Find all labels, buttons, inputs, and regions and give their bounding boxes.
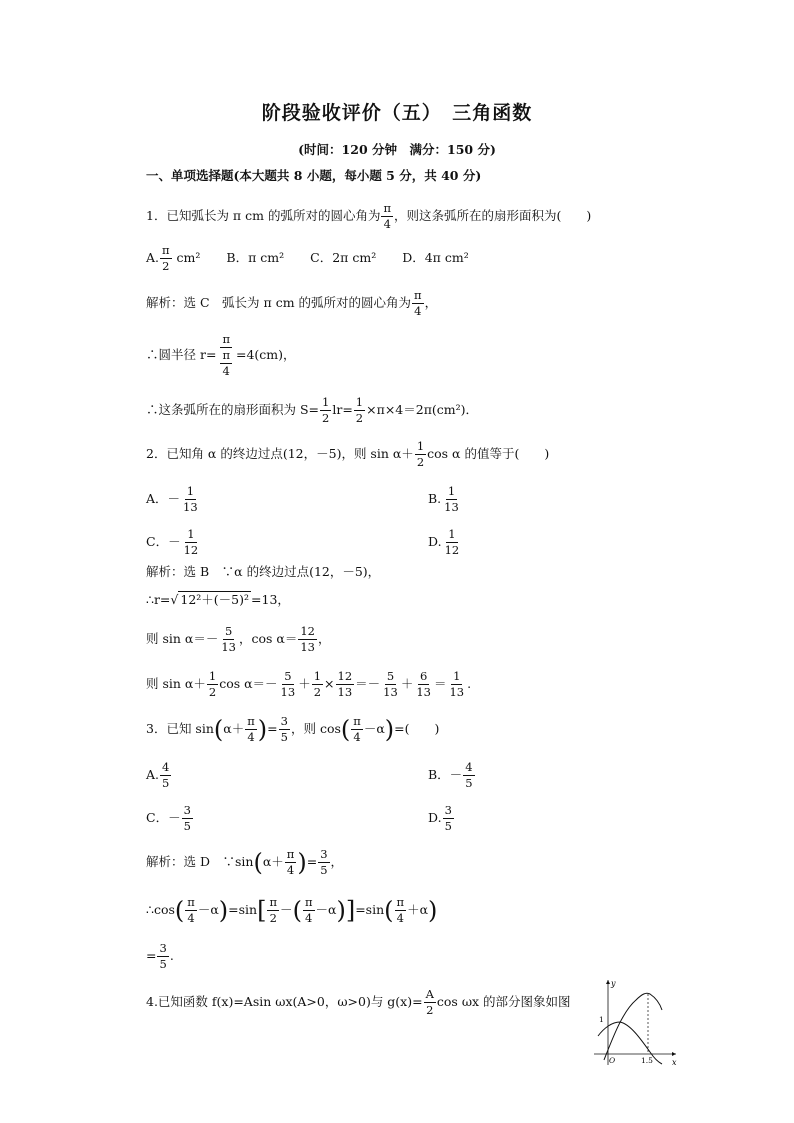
q1-option-d: D．4π cm² [402, 250, 469, 265]
q4-function-graph [592, 974, 682, 1066]
q2-solution-2: ∴r=√ 12²＋(－5)² =13， [146, 592, 290, 607]
exam-time-score: (时间：120 分钟 满分：150 分) [298, 142, 496, 157]
q3-option-c: C．－ $\frac{3}{5}$ [146, 803, 191, 833]
x-axis-label: x [672, 1058, 677, 1066]
origin-label: O [609, 1056, 616, 1065]
q3-option-b: B．－ $\frac{4}{5}$ [428, 760, 473, 790]
q3-solution-2: ∴cos( $\frac{\pi}{4}$ －α)=sin[ $\frac{\pi}{2}$ －( $\frac{\pi}{4}$ －α)]=sin( $\frac{\pi}{4}$ ＋α) [146, 895, 438, 925]
q2-stem: 2．已知角 α 的终边过点(12，－5)，则 sin α＋ $\frac{1}{2}$ cos α 的值等于( ) [146, 439, 550, 469]
q2-solution-1: 解析：选 B ∵α 的终边过点(12，－5)， [146, 564, 381, 579]
q1-stem: 1．已知弧长为 π cm 的弧所对的圆心角为 $\frac{\pi}{4}$ ，则这条弧所在的扇形面积为( ) [146, 201, 592, 231]
q1-option-a: A. $\frac{\pi}{2}$ cm² [146, 243, 201, 273]
q2-option-b: B. $\frac{1}{13}$ [428, 484, 459, 514]
q1-solution-1: 解析：选 C 弧长为 π cm 的弧所对的圆心角为 $\frac{\pi}{4}$ ， [146, 288, 438, 318]
q3-solution-3: = $\frac{3}{5}$ . [146, 941, 174, 971]
q3-solution-1: 解析：选 D ∵sin(α＋ $\frac{\pi}{4}$ )= $\frac{3}{5}$ ， [146, 847, 344, 877]
q1-option-b: B．π cm² [226, 250, 285, 265]
q3-stem: 3．已知 sin(α＋ $\frac{\pi}{4}$ )= $\frac{3}{5}$ ，则 cos( $\frac{\pi}{4}$ －α)=( ) [146, 714, 440, 744]
curve-f [604, 993, 662, 1060]
x-tick-label: 1.5 [641, 1056, 653, 1065]
q1-solution-3: ∴这条弧所在的扇形面积为 S= $\frac{1}{2}$ lr= $\frac{1}{2}$ ×π×4＝2π(cm²)． [146, 395, 479, 425]
q2-solution-3: 则 sin α＝－ $\frac{5}{13}$ ，cos α＝ $\frac{12}{13}$ ， [146, 624, 331, 654]
q4-stem: 4.已知函数 f(x)=Asin ωx(A>0，ω>0)与 g(x)= $\frac{A}{2}$ cos ωx 的部分图象如图 [146, 987, 571, 1017]
q1-solution-2: ∴圆半径 r= $\frac{\pi}{\frac{\pi}{4}}$ =4(cm)， [146, 332, 296, 378]
x-axis-arrow [672, 1052, 676, 1056]
y-axis-label: y [611, 979, 616, 988]
q1-options [146, 244, 469, 273]
q2-option-d: D. $\frac{1}{12}$ [428, 527, 460, 557]
y-tick-label: 1 [599, 1015, 604, 1024]
q3-option-d: D. $\frac{3}{5}$ [428, 803, 452, 833]
q1-option-c: C．2π cm² [310, 250, 377, 265]
q2-option-c: C．－ $\frac{1}{12}$ [146, 527, 199, 557]
q2-option-a: A．－ $\frac{1}{13}$ [146, 484, 198, 514]
section-heading: 一、单项选择题(本大题共 8 小题，每小题 5 分，共 40 分) [146, 168, 482, 183]
q2-solution-4: 则 sin α＋ $\frac{1}{2}$ cos α＝－ $\frac{5}{13}$ ＋ $\frac{1}{2}$ × $\frac{12}{13}$ ＝－ $\frac{5}{13}$ ＋ $\frac{6}{13}$ ＝ $\frac{1}{13}$ . [146, 669, 472, 699]
y-axis-arrow [606, 980, 610, 984]
page-title: 阶段验收评价（五） 三角函数 [261, 102, 533, 124]
q3-option-a: A. $\frac{4}{5}$ [146, 760, 170, 790]
